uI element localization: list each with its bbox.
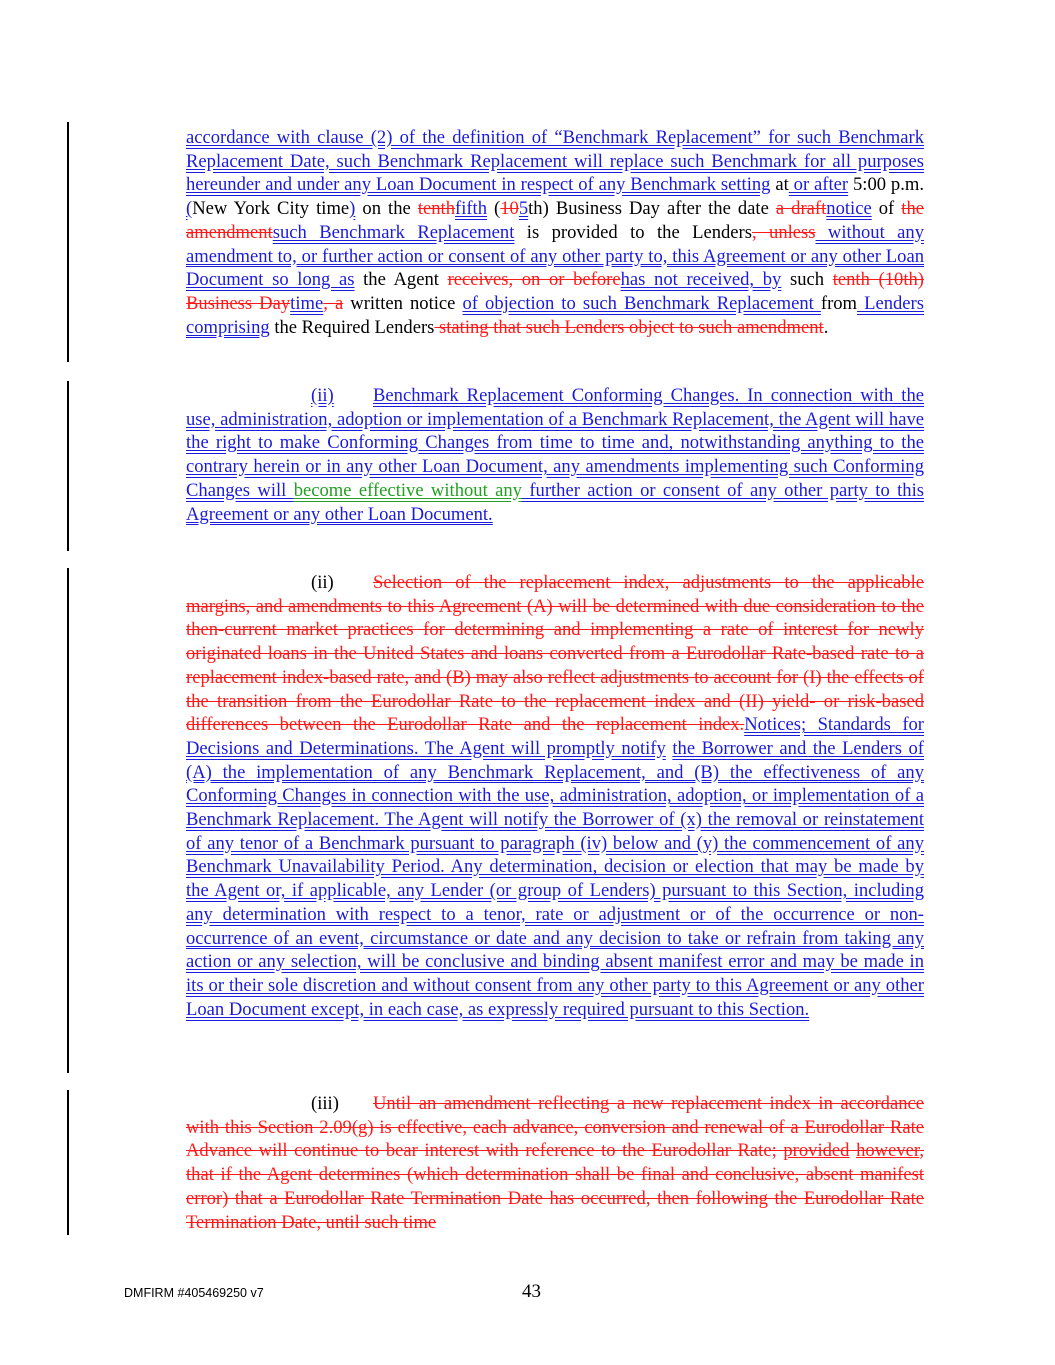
- deleted-text: tenth: [417, 198, 455, 220]
- inserted-text: ): [349, 198, 356, 220]
- inserted-text: without any amendment to, or further action or consent of any other party to, this Agreement or any other Loan Document so long as: [186, 221, 925, 291]
- deleted-underlined-text: provided: [783, 1140, 850, 1162]
- inserted-text: further action or consent of any other party to this Agreement or any other Loan Document.: [186, 479, 924, 525]
- body-text: is provided to the Lenders: [514, 221, 752, 243]
- paragraph-ii-notices: [186, 571, 924, 1021]
- change-bar: [67, 122, 69, 362]
- inserted-text: such Benchmark Replacement: [272, 221, 515, 243]
- body-text: on the: [355, 198, 418, 220]
- paragraph-number: (ii): [311, 385, 334, 406]
- inserted-text: time: [290, 292, 324, 314]
- inserted-text: has not received, by: [620, 269, 782, 291]
- inserted-text: Benchmark Replacement Conforming Changes. In connection with the use, administration, adoption or implementation of a Benchmark Replacement, the Agent will have the right to make Conforming Changes from time to time and, notwithstanding anything to the contrary herein or in any other Loan Document, any amendments implementing such Conforming Changes will: [186, 385, 924, 501]
- deleted-text: , unless: [751, 221, 816, 243]
- paragraph-ii-conforming-changes: [186, 384, 924, 526]
- inserted-text: Notices; Standards for Decisions and Determinations. The Agent will promptly notify: [186, 714, 924, 759]
- inserted-text: the Borrower and the Lenders of (A) the implementation of any Benchmark Replacement, and (B) the effectiveness of any Conforming Changes in connection with the use, administration, adoption, or implementation of a Benchmark Replacement. The Agent will notify the Borrower of (x) the removal or reinstatement of any tenor of a Benchmark pursuant to paragraph (iv) below and (y) the commencement of any Benchmark Unavailability Period. Any determination, decision or election that may be made by the Agent or, if applicable, any Lender (or group of Lenders) pursuant to this Section, including any determination with respect to a tenor, rate or adjustment or of the occurrence or non-occurrence of an event, circumstance or date and any decision to take or refrain from taking any action or any selection, will be conclusive and binding absent manifest error and may be made in its or their sole discretion and without consent from any other party to this Agreement or any other Loan Document except, in each case, as expressly required pursuant to this Section.: [186, 737, 925, 1020]
- paragraph-continued: [186, 126, 924, 339]
- body-text: such: [781, 269, 833, 291]
- inserted-text: (: [186, 198, 193, 220]
- deleted-text: Selection of the replacement index, adjustments to the applicable margins, and amendments to this Agreement (A) will be determined with due consideration to the then-current market practices for determining and implementing a rate of interest for newly originated loans in the United States and loans converted from a Eurodollar Rate-based rate to a replacement index-based rate, and (B) may also reflect adjustments to account for (I) the effects of the transition from the Eurodollar Rate to the replacement index and (II) yield- or risk-based differences between the Eurodollar Rate and the replacement index.: [186, 572, 924, 736]
- body-text: New York City time: [192, 198, 350, 220]
- deleted-text: tenth (10th) Business Day: [186, 269, 924, 314]
- paragraph-iii: [186, 1092, 924, 1234]
- body-text: of: [871, 198, 902, 220]
- paragraph-number: (ii): [311, 572, 334, 593]
- deleted-text: 10: [500, 198, 519, 220]
- body-text: at: [770, 174, 789, 196]
- deleted-text: receives, on or before: [447, 269, 621, 291]
- inserted-text: fifth: [455, 198, 488, 220]
- change-bar: [67, 568, 69, 1073]
- deleted-text: the amendment: [186, 198, 924, 243]
- deleted-text: stating that such Lenders object to such amendment: [434, 316, 824, 338]
- change-bar: [67, 1090, 69, 1235]
- body-text: from: [820, 292, 858, 314]
- inserted-text: 5: [518, 198, 529, 220]
- deleted-underlined-text: however: [856, 1140, 920, 1162]
- inserted-text: or after: [788, 174, 849, 196]
- body-text: .: [823, 316, 829, 338]
- inserted-text: notice: [826, 198, 872, 220]
- footer-document-id: DMFIRM #405469250 v7: [124, 1286, 264, 1300]
- body-text: the Agent: [354, 269, 448, 291]
- deleted-text: a draft: [775, 198, 827, 220]
- deleted-text: , that if the Agent determines (which determination shall be final and conclusive, absent manifest error) that a Eurodollar Rate Termination Date has occurred, then following the Eurodollar Rate Termination Date, until such time: [186, 1140, 924, 1233]
- change-bar: [67, 381, 69, 551]
- body-text: th) Business Day after the date: [528, 198, 776, 220]
- inserted-text: of objection to such Benchmark Replacement: [462, 292, 821, 314]
- page-number: 43: [522, 1281, 541, 1302]
- deleted-text: , a: [323, 292, 344, 314]
- body-text: 5:00 p.m.: [848, 174, 924, 196]
- paragraph-number: (iii): [311, 1093, 339, 1114]
- body-text: written notice: [343, 292, 463, 314]
- body-text: the Required Lenders: [269, 316, 435, 338]
- inserted-text: Lenders comprising: [186, 292, 924, 338]
- moved-text: become effective without any: [293, 479, 522, 501]
- body-text: (: [487, 198, 501, 220]
- deleted-text: Until an amendment reflecting a new replacement index in accordance with this Section 2.09(g) is effective, each advance, conversion and renewal of a Eurodollar Rate Advance will continue to bear interest with reference to the Eurodollar Rate;: [186, 1093, 924, 1162]
- inserted-text: accordance with clause (2) of the definition of “Benchmark Replacement” for such Benchmark Replacement Date, such Benchmark Replacement will replace such Benchmark for all purposes hereunder and under any Loan Document in respect of any Benchmark setting: [186, 127, 924, 196]
